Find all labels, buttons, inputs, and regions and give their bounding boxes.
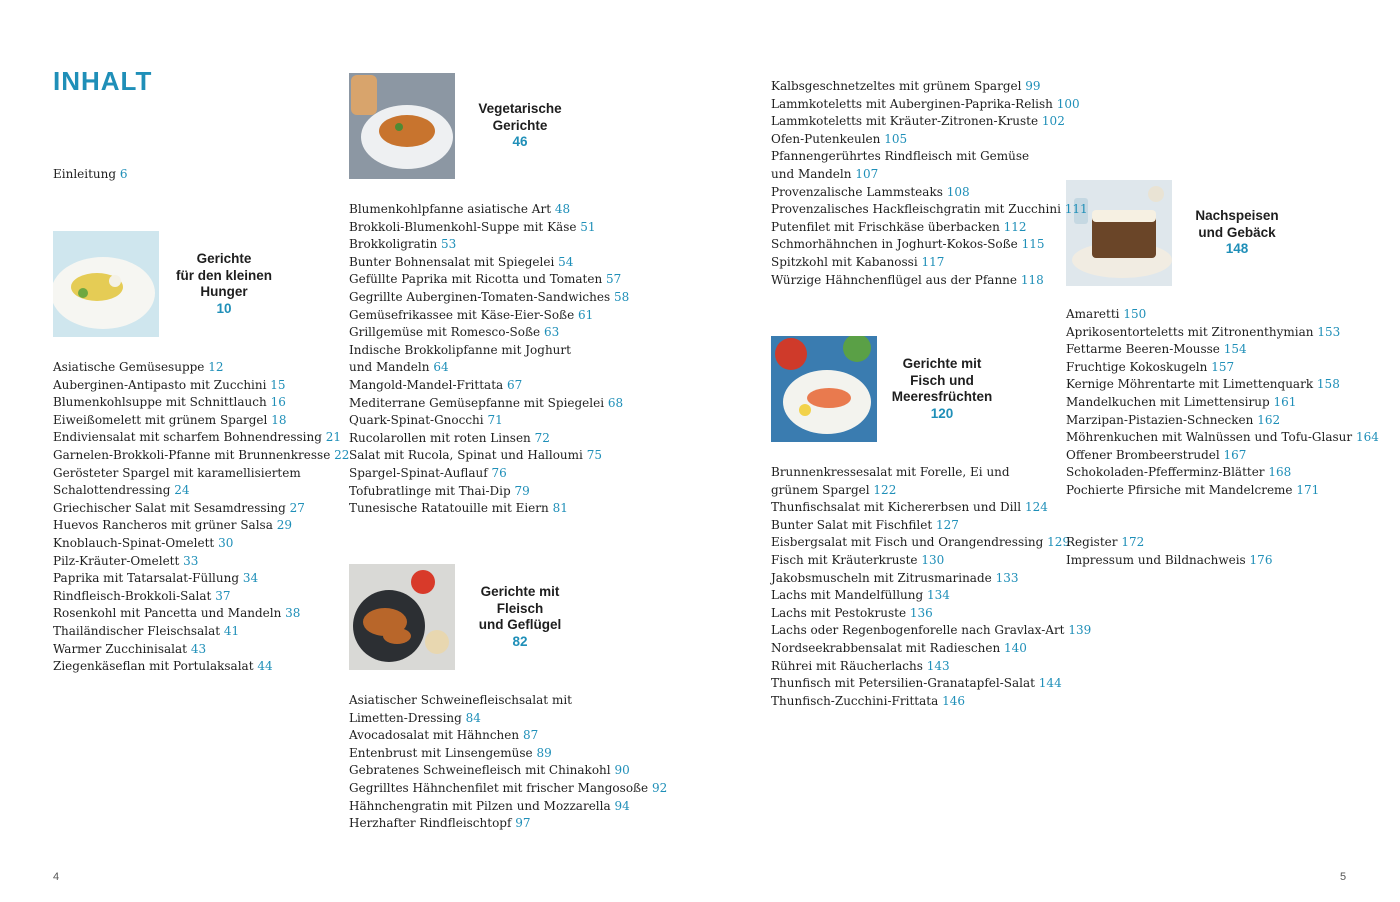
page-number: 139 [1068, 623, 1092, 638]
toc-entry[interactable] [53, 465, 349, 483]
page-number: 129 [1047, 535, 1071, 550]
toc-entry[interactable] [771, 517, 1091, 535]
section-title: Vegetarische [478, 101, 562, 117]
toc-entry[interactable] [53, 553, 349, 571]
page-number: 61 [578, 307, 594, 322]
toc-entry[interactable] [771, 552, 1091, 570]
toc-entry[interactable] [53, 570, 349, 588]
entry-title: Indische Brokkolipfanne mit Joghurt [349, 342, 571, 357]
toc-entry[interactable] [53, 605, 349, 623]
toc-entry[interactable] [53, 412, 349, 430]
entry-title: Paprika mit Tatarsalat-Füllung [53, 571, 240, 586]
toc-entry[interactable] [349, 500, 629, 518]
toc-entry[interactable] [771, 640, 1091, 658]
entry-title: Rucolarollen mit roten Linsen [349, 430, 531, 445]
toc-entry[interactable] [349, 201, 629, 219]
toc-entry[interactable] [771, 148, 1088, 166]
toc-entry[interactable] [349, 395, 629, 413]
page-number: 115 [1021, 237, 1045, 252]
toc-entry[interactable] [53, 377, 349, 395]
page-number: 164 [1355, 430, 1379, 445]
toc-entry[interactable] [53, 429, 349, 447]
toc-entry[interactable] [349, 762, 667, 780]
page-number: 172 [1121, 535, 1145, 549]
entry-title: Griechischer Salat mit Sesamdressing [53, 500, 286, 515]
entry-title: Spargel-Spinat-Auflauf [349, 465, 488, 480]
entry-title: Ofen-Putenkeulen [771, 131, 881, 146]
entry-title: Gebratenes Schweinefleisch mit Chinakohl [349, 763, 611, 778]
entry-title: Lammkoteletts mit Auberginen-Paprika-Relish [771, 96, 1053, 111]
toc-entry[interactable] [771, 96, 1088, 114]
page-number: 133 [995, 570, 1019, 585]
page-number: 100 [1056, 96, 1080, 111]
page-number: 127 [935, 517, 959, 532]
toc-entry[interactable] [53, 447, 349, 465]
entry-title: Eisbergsalat mit Fisch und Orangendressing [771, 535, 1044, 550]
toc-entry[interactable] [771, 464, 1091, 482]
section-title: Gerichte [492, 117, 548, 133]
toc-entry[interactable] [53, 658, 349, 676]
page-number: 6 [119, 167, 128, 181]
toc-entry[interactable] [53, 394, 349, 412]
back-matter-list [1066, 534, 1272, 569]
section-page-number: 82 [512, 633, 528, 649]
page-number: 53 [441, 237, 457, 252]
page-number: 140 [1004, 640, 1027, 655]
page-number: 102 [1041, 114, 1065, 129]
section-header-dessert [1066, 180, 1302, 286]
page-number: 67 [507, 377, 523, 392]
entry-title: Möhrenkuchen mit Walnüssen und Tofu-Glasur [1066, 430, 1353, 445]
entry-title: Pochierte Pfirsiche mit Mandelcreme [1066, 482, 1293, 497]
page-number: 136 [909, 605, 933, 620]
entry-title: Salat mit Rucola, Spinat und Halloumi [349, 448, 583, 463]
section-title: Nachspeisen [1195, 208, 1279, 224]
section-header-snacks [53, 231, 289, 337]
toc-entry[interactable] [771, 482, 1091, 500]
section-header-veg [349, 73, 585, 179]
toc-entry[interactable] [349, 254, 629, 272]
toc-entry[interactable] [349, 412, 629, 430]
section-page-number: 10 [216, 300, 232, 316]
entry-title: grünem Spargel [771, 482, 870, 497]
page-number-right: 5 [1340, 871, 1347, 883]
entry-title: Entenbrust mit Linsengemüse [349, 745, 533, 760]
page-number: 162 [1257, 412, 1281, 427]
page-number: 157 [1211, 359, 1235, 374]
recipe-list-fish [771, 464, 1091, 710]
recipe-list-meat [349, 692, 667, 833]
entry-title: und Mandeln [349, 360, 430, 375]
entry-title: Thunfischsalat mit Kichererbsen und Dill [771, 500, 1022, 515]
toc-entry[interactable] [1066, 306, 1379, 324]
toc-entry[interactable] [53, 641, 349, 659]
entry-title: Blumenkohlpfanne asiatische Art [349, 202, 552, 216]
page-number: 37 [215, 588, 231, 603]
page-number: 146 [942, 693, 965, 708]
page-number: 134 [927, 588, 950, 603]
entry-title: Rindfleisch-Brokkoli-Salat [53, 588, 212, 603]
toc-entry[interactable] [349, 465, 629, 483]
section-page-number: 46 [512, 134, 528, 150]
page-number: 57 [606, 272, 622, 287]
toc-entry[interactable] [349, 236, 629, 254]
section-title: und Gebäck [1198, 224, 1276, 240]
section-title: Gerichte mit [902, 356, 982, 371]
page-number: 63 [543, 325, 560, 340]
page-number: 64 [433, 360, 449, 375]
entry-title: Gefüllte Paprika mit Ricotta und Tomaten [349, 272, 603, 287]
toc-entry[interactable] [771, 658, 1091, 676]
toc-entry[interactable] [1066, 552, 1272, 570]
page-number: 18 [271, 412, 287, 427]
section-header-fish [771, 336, 1007, 442]
page-number: 168 [1268, 465, 1292, 480]
entry-title: Fettarme Beeren-Mousse [1066, 342, 1220, 357]
entry-title: Fisch mit Kräuterkruste [771, 552, 918, 567]
toc-entry[interactable] [771, 113, 1088, 131]
toc-entry[interactable] [1066, 376, 1379, 394]
page-number: 75 [586, 448, 602, 463]
entry-title: Provenzalische Lammsteaks [771, 184, 943, 199]
entry-title: Lachs mit Mandelfüllung [771, 588, 924, 603]
toc-entry[interactable] [1066, 412, 1379, 430]
page-number: 24 [174, 483, 190, 498]
page-number: 122 [873, 482, 897, 497]
page-number-left: 4 [53, 871, 60, 883]
page-number: 34 [242, 571, 259, 586]
page-number: 89 [536, 745, 552, 760]
entry-title: Mangold-Mandel-Frittata [349, 377, 504, 392]
entry-title: Rührei mit Räucherlachs [771, 658, 923, 673]
page-number: 27 [289, 500, 305, 515]
toc-entry[interactable] [349, 447, 629, 465]
entry-title: und Mandeln [771, 166, 852, 181]
toc-entry[interactable] [1066, 394, 1379, 412]
entry-title: Nordseekrabbensalat mit Radieschen [771, 640, 1001, 655]
entry-title: Blumenkohlsuppe mit Schnittlauch [53, 395, 267, 410]
section-title: Hunger [200, 284, 248, 299]
page-number: 54 [558, 254, 574, 269]
entry-title: Tofubratlinge mit Thai-Dip [349, 483, 511, 498]
toc-entry[interactable] [771, 272, 1088, 290]
entry-title: Eiweißomelett mit grünem Spargel [53, 412, 268, 427]
section-header-meat [349, 564, 585, 670]
page-number: 15 [270, 377, 286, 392]
toc-entry[interactable] [771, 236, 1088, 254]
entry-title: Jakobsmuscheln mit Zitrusmarinade [771, 570, 992, 585]
page-number: 171 [1296, 482, 1320, 497]
page-number: 144 [1038, 676, 1062, 691]
page-number: 81 [552, 501, 568, 516]
toc-entry[interactable] [349, 377, 629, 395]
entry-title: Grillgemüse mit Romesco-Soße [349, 325, 541, 340]
entry-title: Endiviensalat mit scharfem Bohnendressing [53, 430, 322, 445]
page-number: 153 [1317, 324, 1341, 339]
toc-entry[interactable] [53, 359, 349, 377]
section-title: für den kleinen [175, 267, 273, 283]
entry-title: Brokkoli-Blumenkohl-Suppe mit Käse [349, 219, 577, 234]
entry-title: Provenzalisches Hackfleischgratin mit Zucchini [771, 202, 1061, 217]
toc-entry[interactable] [771, 675, 1091, 693]
toc-entry[interactable] [771, 184, 1088, 202]
toc-entry[interactable] [771, 587, 1091, 605]
entry-title: Lammkoteletts mit Kräuter-Zitronen-Kruste [771, 114, 1039, 129]
page-number: 143 [926, 658, 950, 673]
toc-entry[interactable] [349, 359, 629, 377]
page-number: 38 [285, 606, 301, 621]
section-title: und Geflügel [478, 617, 562, 632]
page-number: 12 [208, 360, 224, 374]
page-number: 58 [613, 289, 630, 304]
entry-title: Rosenkohl mit Pancetta und Mandeln [53, 606, 282, 621]
entry-title: Hähnchengratin mit Pilzen und Mozzarella [349, 798, 611, 813]
toc-entry[interactable] [53, 588, 349, 606]
toc-entry[interactable] [349, 692, 667, 710]
section-page-number: 120 [930, 405, 954, 421]
section-title: Gerichte mit [480, 584, 560, 599]
toc-entry[interactable] [53, 482, 349, 500]
entry-title: Asiatische Gemüsesuppe [53, 360, 205, 374]
page-number: 71 [487, 413, 503, 428]
entry-title: Thailändischer Fleischsalat [53, 623, 221, 638]
page-number: 161 [1273, 394, 1297, 409]
page-number: 124 [1024, 500, 1048, 515]
page-number: 68 [607, 395, 624, 410]
toc-entry[interactable] [771, 605, 1091, 623]
entry-title: Gemüsefrikassee mit Käse-Eier-Soße [349, 307, 575, 322]
entry-title: Brokkoligratin [349, 237, 438, 252]
page-number: 72 [534, 430, 550, 445]
page-number: 158 [1316, 377, 1340, 392]
entry-title: Putenfilet mit Frischkäse überbacken [771, 219, 1000, 234]
page-number: 107 [855, 166, 879, 181]
toc-entry[interactable] [1066, 341, 1379, 359]
section-page-number: 148 [1225, 241, 1249, 257]
page-title: INHALT [53, 66, 153, 96]
entry-title: Avocadosalat mit Hähnchen [349, 728, 520, 743]
entry-title: Schokoladen-Pfefferminz-Blätter [1066, 465, 1265, 480]
page-number: 150 [1123, 307, 1147, 321]
page-number: 76 [491, 465, 507, 480]
toc-entry[interactable] [771, 499, 1091, 517]
toc-entry[interactable] [349, 710, 667, 728]
toc-entry[interactable] [349, 745, 667, 763]
toc-entry[interactable] [771, 78, 1088, 96]
toc-entry[interactable] [771, 693, 1091, 711]
toc-entry[interactable] [53, 500, 349, 518]
page-number: 130 [921, 552, 945, 567]
entry-title: Offener Brombeerstrudel [1066, 447, 1220, 462]
page-number: 29 [276, 518, 292, 533]
page-number: 44 [257, 659, 273, 674]
section-title: Fleisch [496, 600, 544, 616]
toc-entry[interactable] [1066, 324, 1379, 342]
toc-entry[interactable] [349, 430, 629, 448]
entry-title: Brunnenkressesalat mit Forelle, Ei und [771, 465, 1010, 479]
entry-title: Aprikosentorteletts mit Zitronenthymian [1066, 324, 1314, 339]
toc-entry[interactable] [1066, 359, 1379, 377]
page-number: 43 [190, 641, 207, 656]
entry-title: Gegrillte Auberginen-Tomaten-Sandwiches [349, 289, 611, 304]
entry-title: Gegrilltes Hähnchenfilet mit frischer Mangosoße [349, 780, 649, 795]
page-number: 16 [270, 395, 286, 410]
entry-title: Gerösteter Spargel mit karamellisiertem [53, 465, 301, 480]
toc-entry[interactable] [349, 780, 667, 798]
page-number: 111 [1064, 202, 1088, 217]
ratatouille-bowl-photo [349, 73, 455, 179]
entry-title: Schmorhähnchen in Joghurt-Kokos-Soße [771, 237, 1018, 252]
entry-title: Thunfisch-Zucchini-Frittata [771, 693, 939, 708]
entry-title: Warmer Zucchinisalat [53, 641, 187, 656]
page-number: 87 [522, 728, 539, 743]
page-number: 48 [554, 202, 571, 216]
page-number: 79 [514, 483, 530, 498]
toc-entry[interactable] [1066, 429, 1379, 447]
toc-entry[interactable] [349, 219, 629, 237]
page-number: 167 [1223, 447, 1247, 462]
toc-entry[interactable] [349, 483, 629, 501]
zucchini-salad-photo [53, 231, 159, 337]
recipe-list-snacks [53, 359, 349, 676]
toc-entry[interactable] [771, 254, 1088, 272]
recipe-list-dessert [1066, 306, 1379, 500]
recipe-list-veg [349, 201, 629, 518]
page-number: 30 [218, 535, 234, 550]
entry-title: Lachs mit Pestokruste [771, 605, 907, 620]
toc-entry[interactable] [1066, 464, 1379, 482]
entry-title: Asiatischer Schweinefleischsalat mit [349, 693, 572, 707]
page-number: 117 [921, 254, 945, 269]
entry-title: Marzipan-Pistazien-Schnecken [1066, 412, 1254, 427]
toc-entry[interactable] [771, 622, 1091, 640]
toc-entry[interactable] [771, 166, 1088, 184]
page-number: 92 [651, 780, 668, 795]
toc-entry[interactable] [771, 570, 1091, 588]
page-number: 90 [614, 763, 630, 778]
entry-title: Spitzkohl mit Kabanossi [771, 254, 918, 269]
entry-title: Kernige Möhrentarte mit Limettenquark [1066, 377, 1314, 392]
entry-title: Mandelkuchen mit Limettensirup [1066, 394, 1270, 409]
toc-entry[interactable] [1066, 534, 1272, 552]
page-number: 112 [1003, 219, 1027, 234]
entry-title: Thunfisch mit Petersilien-Granatapfel-Salat [771, 676, 1035, 691]
entry-title: Quark-Spinat-Gnocchi [349, 413, 484, 428]
entry-title: Würzige Hähnchenflügel aus der Pfanne [771, 272, 1018, 287]
page-number: 21 [325, 430, 342, 445]
salmon-plate-photo [771, 336, 877, 442]
toc-entry[interactable] [349, 798, 667, 816]
page-number: 41 [223, 623, 240, 638]
section-title: Gerichte [196, 251, 252, 266]
toc-entry[interactable] [349, 727, 667, 745]
entry-title: Mediterrane Gemüsepfanne mit Spiegelei [349, 395, 605, 410]
entry-title: Lachs oder Regenbogenforelle nach Gravlax-Art [771, 623, 1065, 638]
toc-entry[interactable] [771, 534, 1091, 552]
page-number: 108 [946, 184, 970, 199]
recipe-list-meat-continued [771, 78, 1088, 289]
section-title: Fisch und [910, 372, 974, 388]
entry-title: Bunter Bohnensalat mit Spiegelei [349, 254, 555, 269]
entry-title: Schalottendressing [53, 483, 171, 498]
page-number: 22 [334, 447, 350, 462]
toc-entry[interactable] [1066, 482, 1379, 500]
entry-title: Amaretti [1066, 307, 1120, 321]
page-number: 154 [1223, 342, 1247, 357]
toc-entry[interactable] [771, 201, 1088, 219]
toc-entry[interactable] [349, 289, 629, 307]
toc-entry[interactable] [349, 815, 667, 833]
entry-title: Einleitung [53, 167, 117, 181]
page-number: 118 [1020, 272, 1044, 287]
entry-title: Fruchtige Kokoskugeln [1066, 359, 1208, 374]
toc-entry[interactable] [349, 307, 629, 325]
entry-title: Limetten-Dressing [349, 710, 462, 725]
entry-title: Pilz-Kräuter-Omelett [53, 553, 180, 568]
entry-title: Knoblauch-Spinat-Omelett [53, 535, 215, 550]
page-number: 33 [183, 553, 199, 568]
toc-entry[interactable] [53, 623, 349, 641]
toc-entry[interactable] [771, 219, 1088, 237]
toc-entry[interactable] [53, 535, 349, 553]
entry-title: Impressum und Bildnachweis [1066, 552, 1246, 567]
toc-entry[interactable] [1066, 447, 1379, 465]
entry-title: Garnelen-Brokkoli-Pfanne mit Brunnenkresse [53, 447, 331, 462]
entry-title: Tunesische Ratatouille mit Eiern [349, 501, 549, 516]
entry-title: Ziegenkäseflan mit Portulaksalat [53, 659, 254, 674]
toc-entry[interactable] [349, 271, 629, 289]
entry-title: Herzhafter Rindfleischtopf [349, 816, 512, 831]
page-number: 97 [515, 816, 531, 831]
page-number: 94 [614, 798, 630, 813]
entry-title: Huevos Rancheros mit grüner Salsa [53, 518, 273, 533]
page-number: 99 [1025, 79, 1041, 93]
page-number: 105 [884, 131, 908, 146]
entry-title: Pfannengerührtes Rindfleisch mit Gemüse [771, 149, 1030, 164]
entry-title: Register [1066, 535, 1118, 549]
toc-entry[interactable] [349, 342, 629, 360]
toc-entry[interactable] [349, 324, 629, 342]
entry-title: Auberginen-Antipasto mit Zucchini [53, 377, 267, 392]
page-number: 176 [1249, 552, 1273, 567]
entry-title: Bunter Salat mit Fischfilet [771, 517, 933, 532]
section-title: Meeresfrüchten [891, 389, 993, 404]
toc-entry[interactable] [53, 517, 349, 535]
intro-entry[interactable] [53, 166, 128, 184]
page-number: 84 [465, 710, 481, 725]
toc-entry[interactable] [771, 131, 1088, 149]
page-number: 51 [580, 219, 596, 234]
entry-title: Kalbsgeschnetzeltes mit grünem Spargel [771, 79, 1022, 93]
chicken-wings-pan-photo [349, 564, 455, 670]
